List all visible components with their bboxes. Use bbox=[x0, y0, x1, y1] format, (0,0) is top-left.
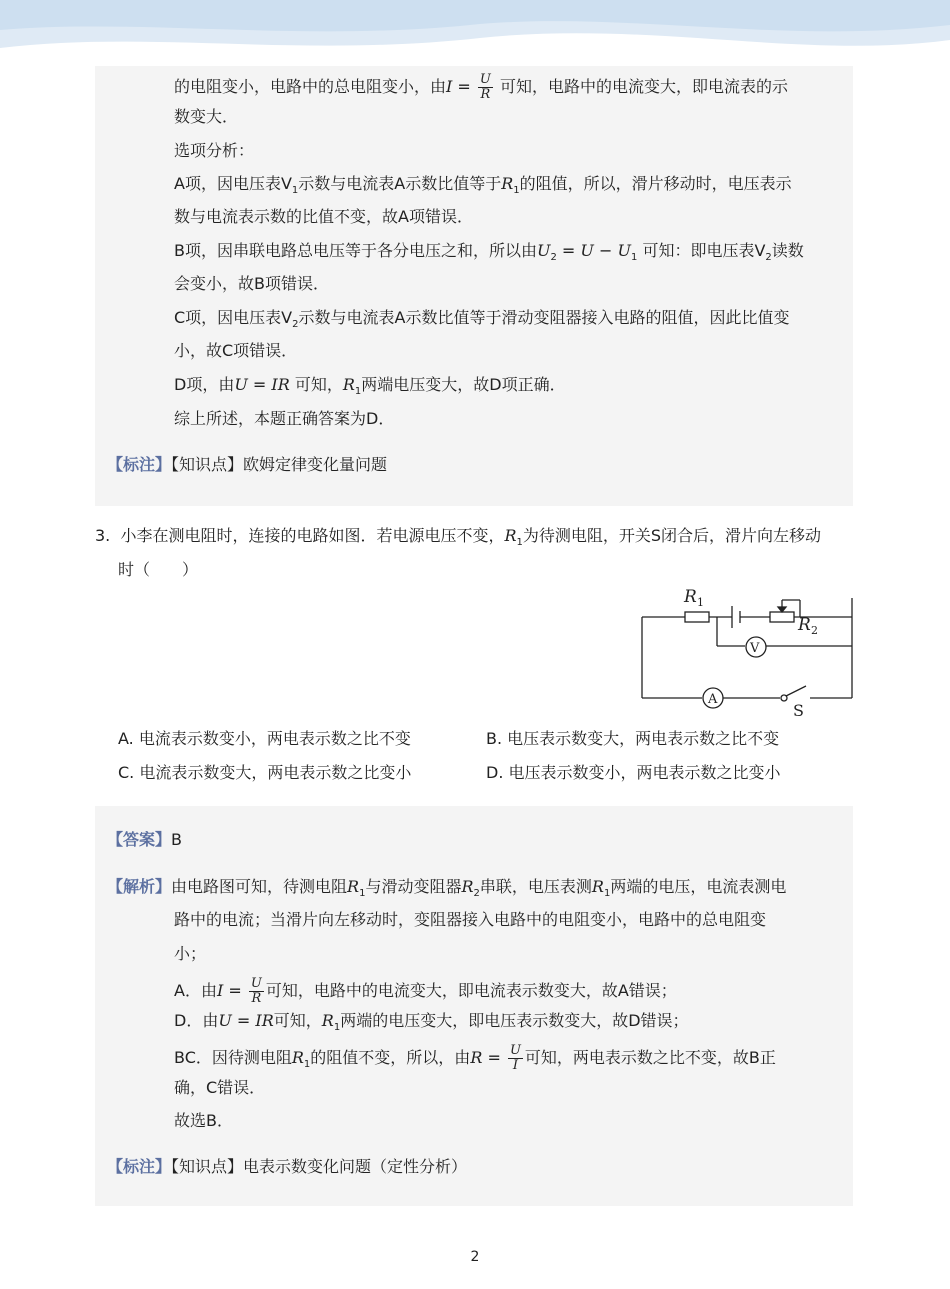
analysis-line-8: 故选B． bbox=[174, 1111, 233, 1130]
prev-line-7: 会变小，故B项错误． bbox=[174, 274, 329, 293]
ammeter-label: A bbox=[708, 692, 718, 707]
answer-value: B bbox=[171, 830, 182, 849]
header-wave-decoration bbox=[0, 0, 950, 70]
analysis-line-4: A．由I = $\frac{U}{R}$ 可知，电路中的电流变大，即电流表示数变大，故A错误； bbox=[174, 976, 677, 1006]
analysis-tag: 【解析】 bbox=[107, 877, 172, 896]
prev-note: 【标注】【知识点】欧姆定律变化量问题 bbox=[107, 455, 388, 474]
answer-line bbox=[107, 830, 182, 850]
r2-subscript: 2 bbox=[811, 624, 818, 637]
option-a[interactable]: A. 电流表示数变小，两电表示数之比不变 bbox=[118, 729, 411, 748]
prev-line-1: 的电阻变小，电路中的总电阻变小，由I = $\frac{U}{R}$ 可知，电路中的电流变大，即电流表的示 bbox=[174, 72, 788, 102]
analysis-line-1: 【解析】由电路图可知，待测电阻$R_1$与滑动变阻器$R_2$串联，电压表测$R_1$两端的电压，电流表测电 bbox=[107, 877, 787, 900]
prev-line-5: 数与电流表示数的比值不变，故A项错误． bbox=[174, 207, 473, 226]
option-c[interactable]: C. 电流表示数变大，两电表示数之比变小 bbox=[118, 763, 412, 782]
note-tag: 【标注】 bbox=[107, 455, 172, 474]
question-stem-line-1: 3. 小李在测电阻时，连接的电路如图．若电源电压不变，$R_1$为待测电阻，开关S闭合后，滑片向左移动 bbox=[95, 526, 822, 549]
question-stem-line-2: 时（ ） bbox=[118, 560, 199, 579]
prev-line-2: 数变大． bbox=[174, 107, 239, 126]
prev-line-3: 选项分析： bbox=[174, 141, 255, 160]
r2-label: R bbox=[798, 615, 811, 635]
option-b[interactable]: B. 电压表示数变大，两电表示数之比不变 bbox=[486, 729, 780, 748]
r1-subscript: 1 bbox=[697, 596, 704, 609]
analysis-note: 【标注】【知识点】电表示数变化问题（定性分析） bbox=[107, 1157, 468, 1176]
answer-tag: 【答案】 bbox=[107, 830, 172, 849]
question-number: 3. bbox=[95, 526, 111, 545]
prev-line-11: 综上所述，本题正确答案为D． bbox=[174, 409, 395, 428]
r1-label: R bbox=[684, 587, 697, 607]
page-number: 2 bbox=[470, 1249, 480, 1265]
resistor-r1 bbox=[685, 612, 709, 622]
prev-line-8: C项，因电压表$V_2$示数与电流表A示数比值等于滑动变阻器接入电路的阻值，因此比值变 bbox=[174, 308, 790, 331]
slider-arrow bbox=[778, 607, 786, 612]
switch-lever bbox=[786, 686, 806, 696]
prev-line-4: A项，因电压表$V_1$示数与电流表A示数比值等于$R_1$的阻值，所以，滑片移动时，电压表示 bbox=[174, 174, 792, 197]
analysis-line-6: BC．因待测电阻$R_1$的阻值不变，所以，由R = $\frac{U}{I}$ 可知，两电表示数之比不变，故B正 bbox=[174, 1043, 776, 1073]
resistor-r2 bbox=[770, 612, 794, 622]
analysis-line-5: D．由U = IR可知，$R_1$两端的电压变大，即电压表示数变大，故D错误； bbox=[174, 1011, 689, 1034]
note-tag: 【标注】 bbox=[107, 1157, 172, 1176]
circuit-diagram bbox=[630, 580, 865, 725]
prev-line-10: D项，由U = IR 可知，$R_1$两端电压变大，故D项正确． bbox=[174, 375, 566, 398]
prev-line-6: B项，因串联电路总电压等于各分电压之和，所以由$U_2 = U - U_1$ 可知：即电压表$V_2$读数 bbox=[174, 241, 804, 264]
analysis-line-3: 小； bbox=[174, 944, 207, 963]
prev-line-9: 小，故C项错误． bbox=[174, 341, 298, 360]
analysis-line-2: 路中的电流；当滑片向左移动时，变阻器接入电路中的电阻变小，电路中的总电阻变 bbox=[174, 910, 767, 929]
analysis-line-7: 确，C错误． bbox=[174, 1078, 266, 1097]
voltmeter-label: V bbox=[750, 641, 760, 656]
option-d[interactable]: D. 电压表示数变小，两电表示数之比变小 bbox=[486, 763, 781, 782]
answer-panel bbox=[95, 806, 853, 1206]
switch-label: S bbox=[793, 701, 804, 720]
